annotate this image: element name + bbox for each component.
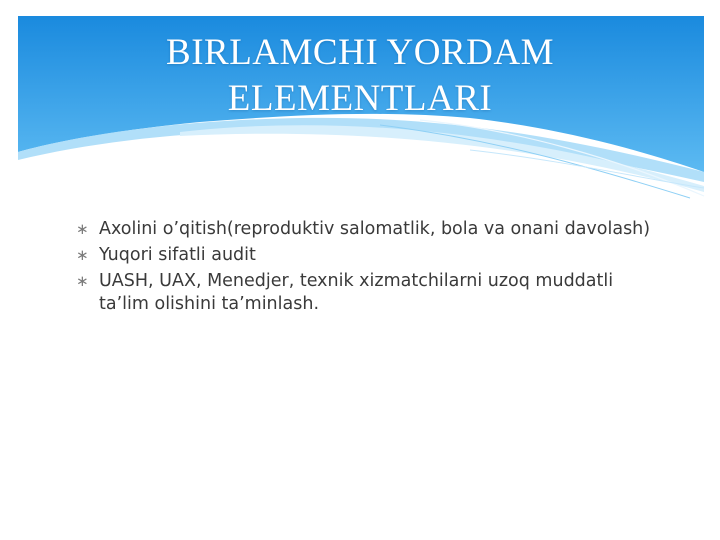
bullet-item bbox=[76, 244, 656, 267]
asterisk-bullet-icon: ∗ bbox=[76, 246, 89, 264]
slide-title: BIRLAMCHI YORDAM ELEMENTLARI bbox=[166, 32, 554, 119]
bullet-list bbox=[76, 218, 656, 319]
bullet-item bbox=[76, 270, 656, 316]
asterisk-bullet-icon: ∗ bbox=[76, 220, 89, 238]
bullet-text: Yuqori sifatli audit bbox=[99, 245, 256, 265]
bullet-item bbox=[76, 218, 656, 241]
bullet-text: UASH, UAX, Menedjer, texnik xizmatchilarni uzoq muddatli ta’lim olishini ta’minlash. bbox=[99, 271, 614, 314]
asterisk-bullet-icon: ∗ bbox=[76, 272, 89, 290]
bullet-text: Axolini o’qitish(reproduktiv salomatlik, bola va onani davolash) bbox=[99, 219, 651, 239]
